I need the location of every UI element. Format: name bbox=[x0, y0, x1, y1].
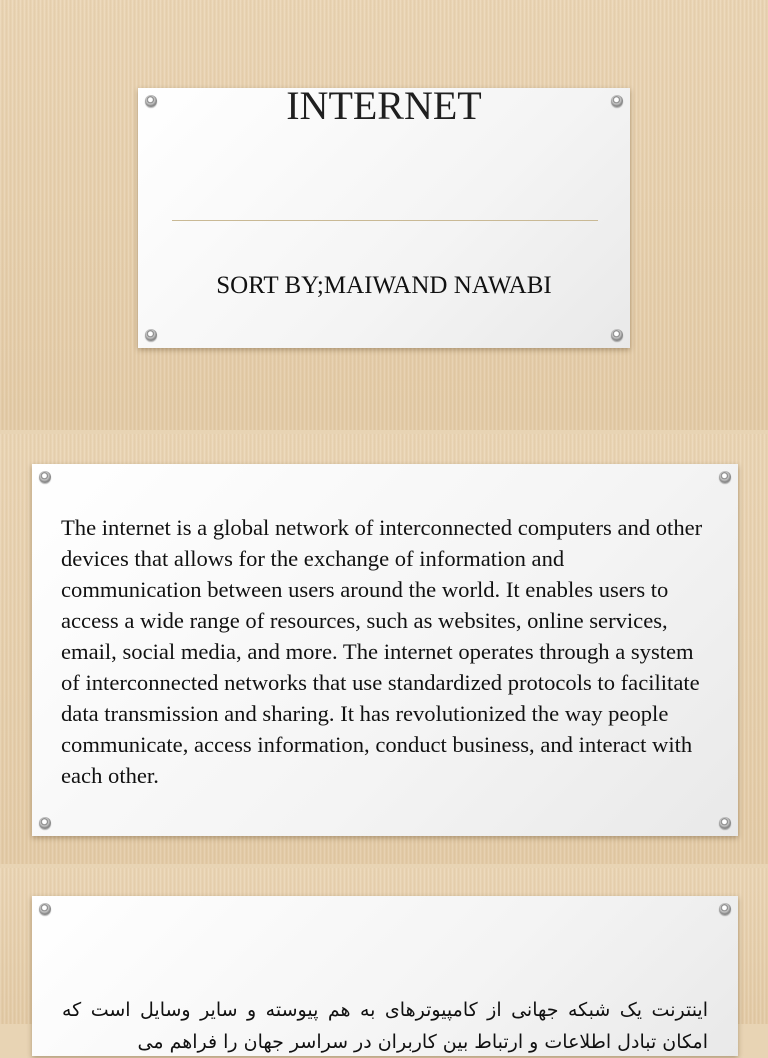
pushpin-icon bbox=[719, 817, 731, 829]
pushpin-icon bbox=[719, 903, 731, 915]
persian-paragraph: اینترنت یک شبکه جهانی از کامپیوترهای به هم پیوسته و سایر وسایل است که امکان تبادل اطلاعات و ارتباط بین کاربران در سراسر جهان را فراهم می bbox=[62, 999, 708, 1053]
slide-subtitle: SORT BY;MAIWAND NAWABI bbox=[216, 272, 552, 299]
slide-persian-text bbox=[0, 868, 768, 1053]
pushpin-icon bbox=[39, 903, 51, 915]
persian-text-card bbox=[32, 896, 738, 1056]
title-card bbox=[138, 83, 630, 348]
pushpin-icon bbox=[611, 329, 623, 341]
english-paragraph: The internet is a global network of interconnected computers and other devices that allows for the exchange of information and communication between users around the world. It enables users to access a wide range of resources, such as websites, online services, email, social media, and more. The internet operates through a system of interconnected networks that use standardized protocols to facilitate data transmission and sharing. It has revolutionized the way people communicate, access information, conduct business, and interact with each other. bbox=[61, 515, 703, 788]
slide-heading: INTERNET bbox=[286, 83, 482, 128]
english-text-card bbox=[32, 464, 738, 836]
pushpin-icon bbox=[145, 329, 157, 341]
title-divider bbox=[172, 220, 598, 221]
pushpin-icon bbox=[39, 817, 51, 829]
pushpin-icon bbox=[719, 471, 731, 483]
pushpin-icon bbox=[39, 471, 51, 483]
slide-title bbox=[0, 0, 768, 430]
slide-english-text bbox=[0, 434, 768, 864]
